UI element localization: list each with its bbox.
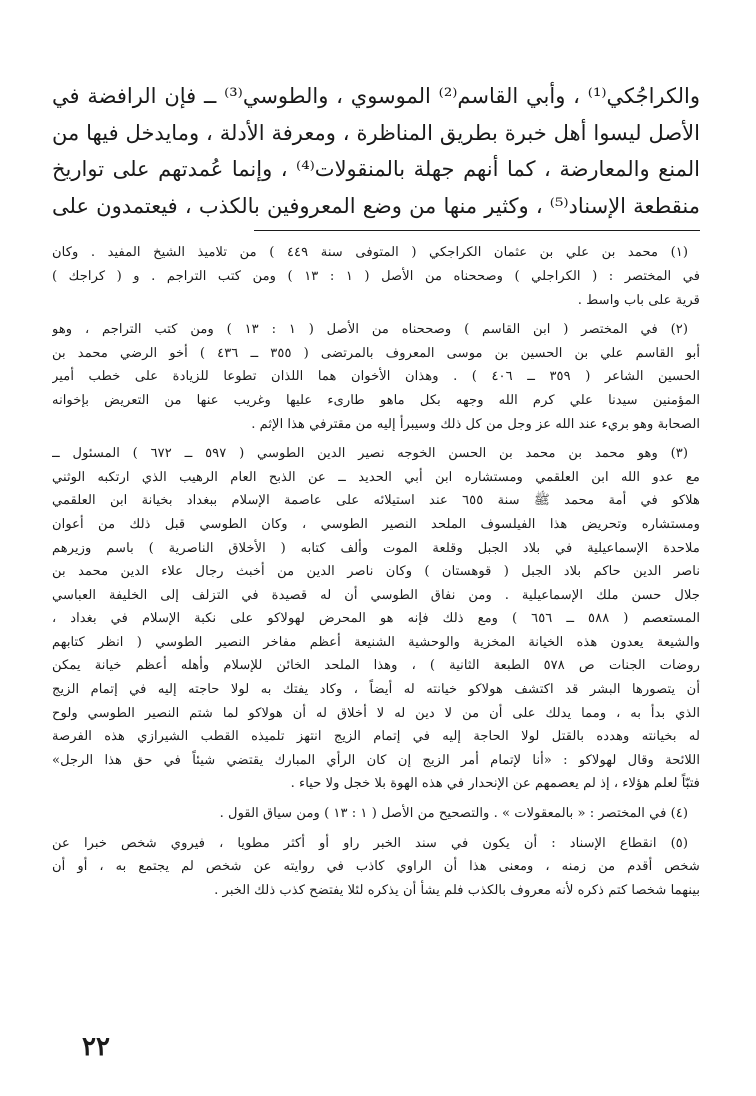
main-text-block <box>52 78 700 224</box>
footnote-line: له بخيانته وهدده بالقتل لولا الحاجة إليه في إتمام الزيج انتهز تلميذه القطب الشيرازي هذه الفرصة <box>52 729 700 745</box>
footnote-line: فتبّاً لعلم هؤلاء ، إذ لم يعصمهم عن الإنحدار في هذه الهوة بلا خجل ولا حياء . <box>290 776 700 792</box>
footnote-line: الصحابة وهو بريء عند الله عز وجل من كل ذلك وسيبرأ إليه من مقترفي هذا الإثم . <box>251 416 700 432</box>
main-text-line: والكراجُكي⁽¹⁾ ، وأبي القاسم⁽²⁾ الموسوي ، والطوسي⁽³⁾ ــ فإن الرافضة في <box>52 84 700 108</box>
footnote-line: ومستشاره وتحريض هذا الفيلسوف الملحد النصير الطوسي ، وكان الطوسي قبل ذلك من أعوان <box>52 516 700 532</box>
footnotes <box>52 241 700 902</box>
footnote-line: روضات الجنات ص ٥٧٨ الطبعة الثانية ) ، وهذا الملحد الخائن للإسلام وأهله أعظم خيانة يمكن <box>52 658 700 674</box>
main-text-line: منقطعة الإسناد⁽⁵⁾ ، وكثير منها من وضع المعروفين بالكذب ، فيعتمدون على <box>52 193 700 218</box>
footnote-line: (٤) في المختصر : « بالمعقولات » . والتصحيح من الأصل ( ١ : ١٣ ) ومن سياق القول . <box>219 806 688 822</box>
footnote-line: (٣) وهو محمد بن محمد بن الحسن الخوجه نصير الدين الطوسي ( ٥٩٧ ــ ٦٧٢ ) المسئول ــ <box>52 446 688 462</box>
footnote-1 <box>52 241 700 312</box>
footnote-line: اللائحة وقال لهولاكو : «أنا لإتمام أمر الزيج إن كان الرأي المبارك يقتضي شيئاً في حق هذا الرجل» <box>52 752 700 768</box>
footnote-5 <box>52 832 700 903</box>
footnote-line: ملاحدة الإسماعيلية في بلاد الجبل وقلعة الموت وألف كتابه ( الأخلاق الناصرية ) باسم وزيرهم <box>52 540 700 556</box>
footnote-line: جلال حسن ملك الإسماعيلية . ومن نفاق الطوسي أن له قصيدة في التزلف إلى الخليفة العباسي <box>52 587 700 603</box>
footnote-line: أبو القاسم علي بن الحسين بن موسى المعروف بالمرتضى ( ٣٥٥ ــ ٤٣٦ ) أخو الرضي محمد بن <box>52 345 700 361</box>
footnote-line: ناصر الدين حاكم بلاد الجبل ( قوهستان ) وكان ناصر الدين من أخبث رجال علاء الدين محمد بن <box>52 564 700 580</box>
footnote-line: الحسين الشاعر ( ٣٥٩ ــ ٤٠٦ ) . وهذان الأخوان هما اللذان تطوعا للزيادة على خطب أمير <box>52 369 700 385</box>
footnote-line: المستعصم ( ٥٨٨ ــ ٦٥٦ ) ومع ذلك فإنه هو المحرض لهولاكو على نكبة الإسلام في بغداد ، <box>52 611 700 627</box>
main-text-line: المنع والمعارضة ، كما أنهم جهلة بالمنقولات⁽⁴⁾ ، وإنما عُمدتهم على تواريخ <box>52 157 700 182</box>
footnote-line: مع عدو الله ابن العلقمي ومستشاره ابن أبي الحديد ــ عن الذبح العام الرهيب الذي ارتكبه الوثني <box>52 469 700 485</box>
footnote-3 <box>52 442 700 796</box>
footnote-separator <box>254 230 700 231</box>
footnote-line: (٢) في المختصر ( ابن القاسم ) وصححناه من الأصل ( ١ : ١٣ ) ومن كتب التراجم ، وهو <box>52 322 688 338</box>
book-page <box>52 78 700 908</box>
footnote-line: (١) محمد بن علي بن عثمان الكراجكي ( المتوفى سنة ٤٤٩ ) من تلاميذ الشيخ المفيد . وكان <box>52 245 688 261</box>
footnote-line: الذي بدأ به ، ومما يدلك على أن من لا دين له لا أخلاق له أن هولاكو لما شتم النصير الطوسي ولوح <box>52 705 700 721</box>
main-text-line: الأصل ليسوا أهل خبرة بطريق المناظرة ، ومعرفة الأدلة ، ومايدخل فيها من <box>52 120 700 145</box>
footnote-line: المؤمنين سيدنا علي كرم الله وجهه بكل ماهو طارىء عليها وغريب عنها من التعريض بإخوانه <box>52 392 700 408</box>
footnote-line: أن يتصورها البشر قد اكتشف هولاكو خيانته له أيضاً ، وكاد يفتك به لولا حاجته إليه في إتمام الزيج <box>52 682 700 698</box>
footnote-line: بينهما شخصا كتم ذكره لأنه معروف بالكذب فلم يشأ أن يذكره لئلا يفتضح كذب ذلك الخبر . <box>214 882 700 898</box>
footnote-line: هلاكو في أمة محمد ﷺ سنة ٦٥٥ عند استيلائه على عاصمة الإسلام ببغداد بخيانة ابن العلقمي <box>52 493 700 509</box>
page-number: ٢٢ <box>82 1032 110 1062</box>
footnote-line: (٥) انقطاع الإسناد : أن يكون في سند الخبر راو أو أكثر مطويا ، فيروي شخص خبرا عن <box>52 835 688 851</box>
footnote-2 <box>52 318 700 436</box>
footnote-line: قرية على باب واسط . <box>577 292 700 308</box>
footnote-line: شخص أقدم من زمنه ، ومعنى هذا أن الراوي كاذب في روايته عن شخص لم يجتمع به ، أو أن <box>52 859 700 875</box>
footnote-line: في المختصر : ( الكراجلي ) وصححناه من الأصل ( ١ : ١٣ ) ومن كتب التراجم . و ( كراجك ) <box>52 268 700 284</box>
footnote-line: والشيعة يعدون هذه الخيانة المخزية والوحشية الشنيعة أعظم مفاخر النصير الطوسي ( انظر كتابهم <box>52 634 700 650</box>
footnote-4 <box>52 802 700 826</box>
